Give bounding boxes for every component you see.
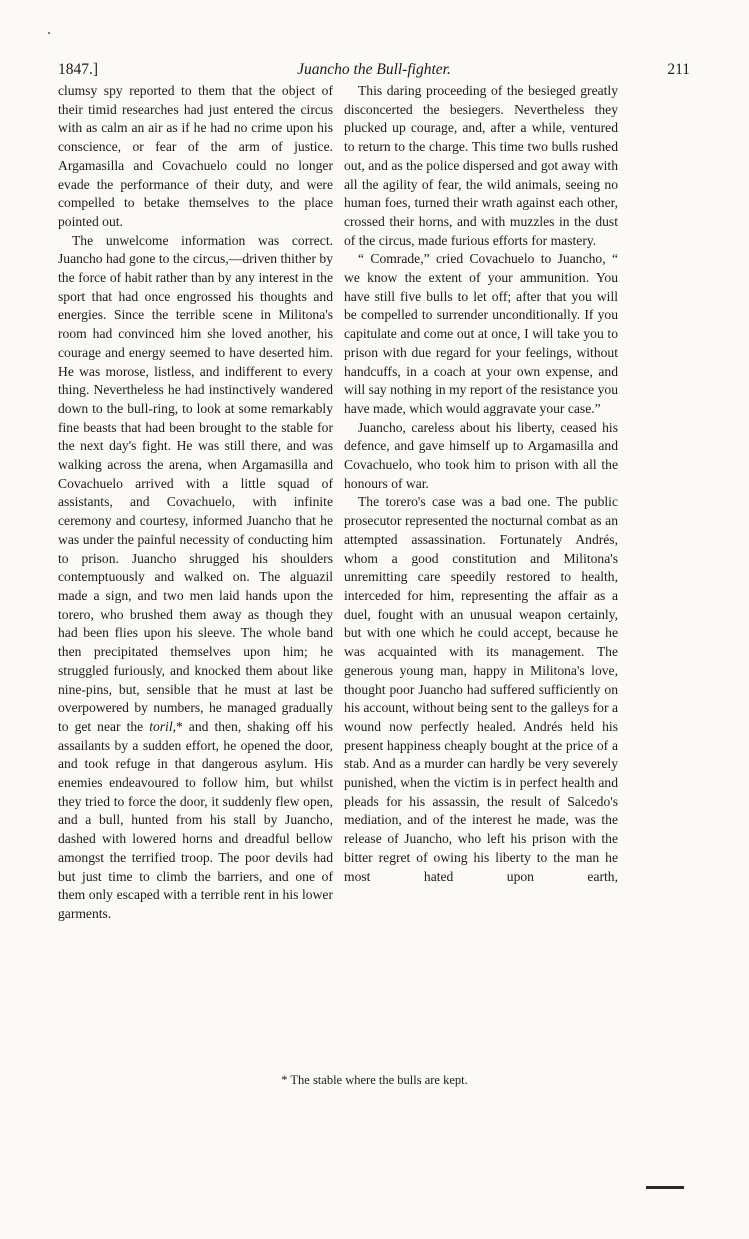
right-column bbox=[344, 82, 618, 886]
italic-term: toril, bbox=[149, 718, 177, 734]
paragraph: The torero's case was a bad one. The public prosecutor represented the nocturnal combat as an attempted assassination. Fortunately Andrés, whom a good constitution and Militona's unremitting care speedily restored to health, interceded for him, representing the affair as a duel, fought with an unusual weapon certainly, but with one which he could accept, because he was acquainted with its management. The generous young man, happy in Militona's love, thought poor Juancho had suffered sufficiently on his account, without being sent to the galleys for a wound now perfectly healed. Andrés held his present happiness cheaply bought at the price of a stab. And as a murder can hardly be very severely punished, when the victim is in perfect health and pleads for his assassin, the result of Salcedo's mediation, and of the interest he made, was the release of Juancho, who left his prison with the bitter regret of owing his liberty to the man he most hated upon earth, bbox=[344, 494, 618, 884]
page-number: 211 bbox=[667, 61, 690, 78]
running-header bbox=[58, 61, 690, 83]
paragraph: “ Comrade,” cried Covachuelo to Juancho, “ we know the extent of your ammunition. You have still five bulls to let off; after that you will be compelled to surrender unconditionally. If you capitulate and come out at once, I will take you to prison with due regard for your feelings, without handcuffs, in a coach at your own expense, and will say nothing in my report of the resistance you have made, which would aggravate your case.” bbox=[344, 251, 618, 416]
paragraph bbox=[58, 232, 333, 924]
header-title: Juancho the Bull-fighter. bbox=[297, 61, 451, 78]
paragraph-text: and then, shaking off his assailants by a sudden effort, he opened the door, and took refuge in that dangerous asylum. His enemies endeavoured to follow him, but whilst they tried to force the door, it suddenly flew open, and a bull, hunted from his stall by Juancho, dashed with lowered horns and dreadful bellow amongst the terrified troop. The poor devils had but just time to climb the barriers, and one of them only escaped with a terrible rent in his lower garments. bbox=[58, 718, 333, 921]
ornamental-rule bbox=[646, 1186, 684, 1189]
footnote: * The stable where the bulls are kept. bbox=[281, 1073, 468, 1087]
footnote-mark: * bbox=[176, 718, 183, 734]
header-year: 1847.] bbox=[58, 61, 99, 78]
ink-speck bbox=[48, 32, 50, 34]
left-column bbox=[58, 82, 333, 924]
paragraph-text: The unwelcome information was correct. Juancho had gone to the circus,—driven thither by the force of habit rather than by any interest in the sport that had once engrossed his thoughts and energies. Since the terrible scene in Militona's room had convinced him she loved another, his courage and energy seemed to have deserted him. He was morose, listless, and indifferent to every thing. Nevertheless he had instinctively wandered down to the bull-ring, to look at some remarkably fine beasts that had been brought to the stable for the next day's fight. He was still there, and was walking across the arena, when Argamasilla and Covachuelo arrived with a little squad of assistants, and Covachuelo, with infinite ceremony and courtesy, informed Juancho that he was under the painful necessity of conducting him to prison. Juancho shrugged his shoulders contemptuously and walked on. The alguazil made a sign, and two men laid hands upon the torero, who brushed them away as though they had been flies upon his sleeve. The whole band then precipitated themselves upon him; he struggled furiously, and knocked them about like nine-pins, but, sensible that he must at last be overpowered by numbers, he managed gradually to get near the bbox=[58, 232, 333, 734]
paragraph: Juancho, careless about his liberty, ceased his defence, and gave himself up to Argamasilla and Covachuelo, who took him to prison with all the honours of war. bbox=[344, 419, 618, 491]
paragraph: This daring proceeding of the besieged greatly disconcerted the besiegers. Nevertheless they plucked up courage, and, after a while, ventured to return to the charge. This time two bulls rushed out, and as the police dispersed and got away with all the agility of fear, the wild animals, seeing no human foes, turned their wrath against each other, crossed their horns, and with muzzles in the dust of the circus, made furious efforts for mastery. bbox=[344, 83, 618, 248]
paragraph: clumsy spy reported to them that the object of their timid researches had just entered the circus with as calm an air as if he had no crime upon his conscience, or fear of the arm of justice. Argamasilla and Covachuelo could no longer evade the performance of their duty, and were compelled to betake themselves to the place pointed out. bbox=[58, 83, 333, 229]
